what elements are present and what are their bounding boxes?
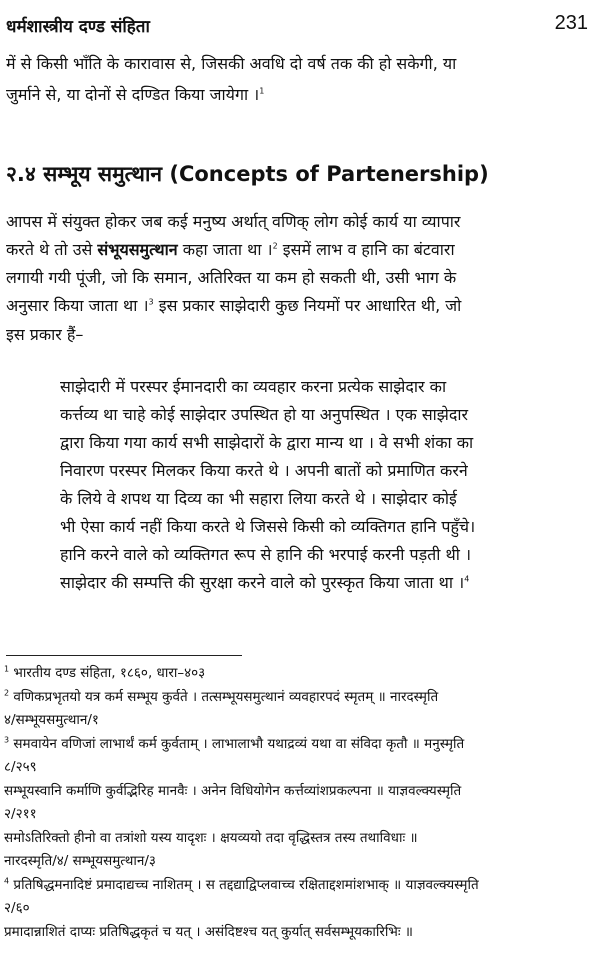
- body-line: में से किसी भाँति के कारावास से, जिसकी अवधि दो वर्ष तक की हो सकेगी, या: [6, 54, 457, 73]
- quote-line: कर्त्तव्य था चाहे कोई साझेदार उपस्थित हो या अनुपस्थित । एक साझेदार: [60, 405, 469, 424]
- term-bold: संभूयसमुत्थान: [97, 240, 178, 259]
- footnote-text: सम्भूयस्वानि कर्माणि कुर्वद्भिरिह मानवैः । अनेन विधियोगेन कर्त्तव्यांशप्रकल्पना ॥ याज्ञवल्क्यस्मृति: [4, 782, 462, 799]
- quote-line: निवारण परस्पर मिलकर किया करते थे । अपनी बातों को प्रमाणित करने: [60, 461, 468, 480]
- footnote-line: [4, 804, 37, 822]
- body-line: [6, 238, 455, 260]
- footnote-line: [4, 875, 479, 893]
- heading-english: (Concepts of Partenership): [169, 162, 489, 186]
- footnote-line: [4, 898, 30, 916]
- footnote-text: ८/२५९: [4, 759, 37, 775]
- footnote-ref: 4: [464, 574, 470, 584]
- footnote-line: [4, 663, 205, 681]
- page-number: 231: [554, 12, 588, 34]
- heading-number: २.४ सम्भूय समुत्थान: [6, 162, 163, 186]
- footnote-text: प्रतिषिद्धमनादिष्टं प्रमादाद्यच्च नाशितम् । स तद्दद्याद्विप्लवाच्च रक्षिताद्दशमांशभाक् ॥ याज्ञवल्क्यस्मृति: [13, 876, 479, 893]
- footnote-line: [4, 922, 413, 940]
- footnote-text: २/६०: [4, 900, 30, 916]
- body-text: करते थे तो उसे: [6, 240, 98, 259]
- footnote-text: प्रमादान्नाशितं दाप्यः प्रतिषिद्धकृतं च यत् । असंदिष्टश्च यत् कुर्यात् सर्वसम्भूयकारिभिः ॥: [4, 923, 413, 940]
- footnote-line: [4, 757, 37, 775]
- body-line: इस प्रकार हैं–: [6, 325, 84, 344]
- footnote-text: वणिकप्रभृतयो यत्र कर्म सम्भूय कुर्वते । तत्सम्भूयसमुत्थानं व्यवहारपदं स्मृतम् ॥ नारदस्मृति: [13, 688, 439, 705]
- footnote-line: [4, 828, 418, 846]
- body-line: आपस में संयुक्त होकर जब कई मनुष्य अर्थात् वणिक् लोग कोई कार्य या व्यापार: [6, 212, 461, 231]
- footnote-text: समोऽतिरिक्तो हीनो वा तत्रांशो यस्य यादृशः । क्षयव्ययो तदा वृद्धिस्तत्र तस्य तथाविधाः ॥: [4, 829, 418, 846]
- body-text: साझेदार की सम्पत्ति की सुरक्षा करने वाले को पुरस्कृत किया जाता था ।: [60, 573, 465, 592]
- quote-line: द्वारा किया गया कार्य सभी साझेदारों के द्वारा मान्य था । वे सभी शंका का: [60, 433, 474, 452]
- body-text: अनुसार किया जाता था ।: [6, 296, 149, 315]
- quote-line: साझेदारी में परस्पर ईमानदारी का व्यवहार करना प्रत्येक साझेदार का: [60, 377, 447, 396]
- body-line: [6, 83, 264, 105]
- footnote-mark: 3: [4, 735, 10, 744]
- running-header: धर्मशास्त्रीय दण्ड संहिता: [6, 17, 150, 37]
- footnote-mark: 1: [4, 664, 10, 674]
- section-heading: [6, 160, 489, 188]
- body-text: इस प्रकार साझेदारी कुछ नियमों पर आधारित थी, जो: [153, 296, 462, 315]
- quote-line: भी ऐसा कार्य नहीं किया करते थे जिससे किसी को व्यक्तिगत हानि पहुँचे।: [60, 517, 476, 536]
- footnote-text: भारतीय दण्ड संहिता, १८६०, धारा–४०३: [13, 665, 206, 681]
- quote-line: के लिये वे शपथ या दिव्य का भी सहारा लिया करते थे । साझेदार कोई: [60, 489, 457, 508]
- body-text: इसमें लाभ व हानि का बंटवारा: [277, 240, 455, 259]
- footnote-mark: 4: [4, 876, 10, 885]
- quote-line: [60, 571, 469, 593]
- body-line: लगायी गयी पूंजी, जो कि समान, अतिरिक्त या कम हो सकती थी, उसी भाग के: [6, 268, 457, 287]
- footnote-line: [4, 781, 461, 799]
- footnote-ref: 1: [259, 86, 265, 96]
- footnote-line: [4, 851, 156, 869]
- body-text: कहा जाता था ।: [177, 240, 273, 259]
- footnote-line: [4, 687, 438, 705]
- footnote-text: नारदस्मृति/४/ सम्भूयसमुत्थान/३: [4, 853, 156, 869]
- footnote-ref: 3: [148, 297, 154, 307]
- footnote-line: [4, 734, 464, 752]
- footnote-text: २/२११: [4, 806, 37, 822]
- footnote-ref: 2: [272, 241, 278, 251]
- footnote-text: समवायेन वणिजां लाभार्थं कर्म कुर्वताम् । लाभालाभौ यथाद्रव्यं यथा वा संविदा कृतौ ॥ मनुस्मृति: [13, 735, 465, 752]
- footnote-separator: [6, 655, 242, 656]
- footnote-mark: 2: [4, 688, 10, 697]
- footnote-text: ४/सम्भूयसमुत्थान/१: [4, 712, 99, 728]
- body-text: जुर्माने से, या दोनों से दण्डित किया जायेगा ।: [6, 85, 260, 104]
- body-line: [6, 294, 461, 316]
- quote-line: हानि करने वाले को व्यक्तिगत रूप से हानि की भरपाई करनी पड़ती थी ।: [60, 545, 472, 564]
- footnote-line: [4, 710, 99, 728]
